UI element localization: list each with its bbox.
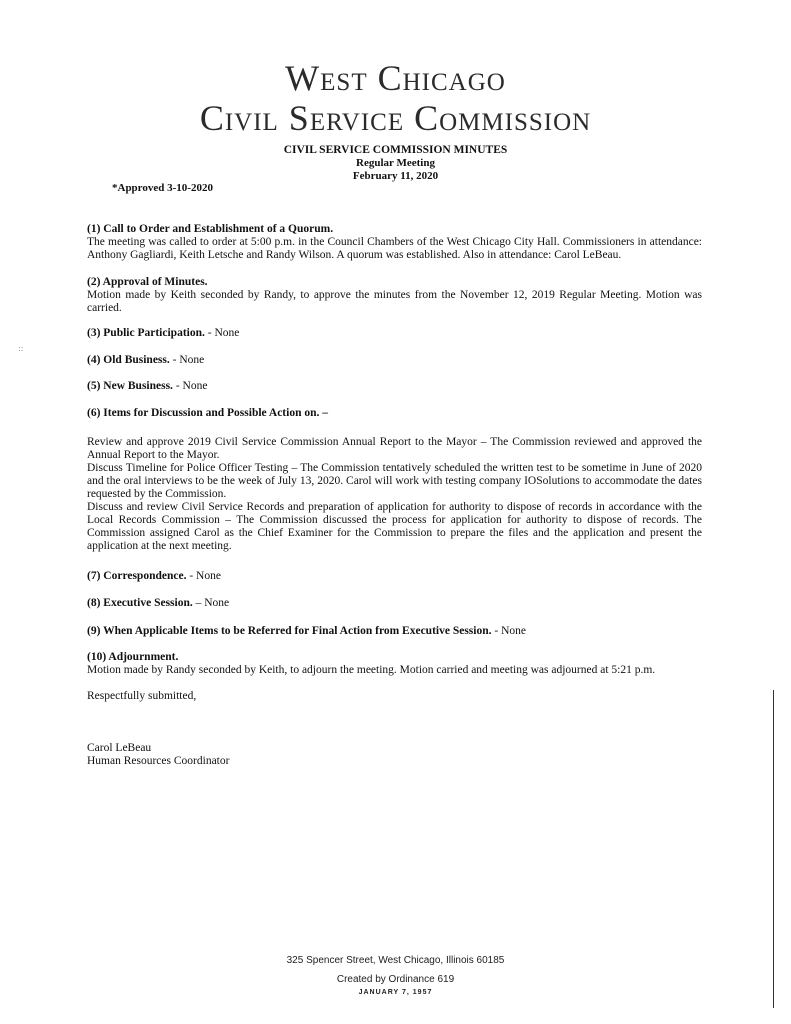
- signature-name: Carol LeBeau: [87, 742, 152, 754]
- section-heading: (2) Approval of Minutes.: [87, 276, 208, 288]
- section-referred-items: [87, 625, 702, 638]
- section-suffix: - None: [169, 354, 205, 366]
- section-heading: (4) Old Business.: [87, 354, 170, 366]
- section-adjournment: [87, 651, 702, 677]
- section-call-to-order: [87, 223, 702, 262]
- closing-text: Respectfully submitted,: [87, 690, 197, 702]
- section-suffix: - None: [172, 380, 208, 392]
- section-heading: (7) Correspondence.: [87, 570, 187, 582]
- section-heading: (3) Public Participation.: [87, 327, 205, 339]
- footer-ordinance-date: JANUARY 7, 1957: [358, 989, 433, 996]
- header-line-1: West Chicago: [285, 58, 506, 98]
- section-heading: (5) New Business.: [87, 380, 173, 392]
- footer-address: 325 Spencer Street, West Chicago, Illinois 60185: [286, 955, 505, 966]
- meeting-date: February 11, 2020: [352, 170, 439, 182]
- section-text: Motion made by Randy seconded by Keith, to adjourn the meeting. Motion carried and meeting was adjourned at 5:21 p.m.: [87, 664, 656, 676]
- section-heading: (1) Call to Order and Establishment of a Quorum.: [87, 223, 334, 235]
- meeting-type: Regular Meeting: [356, 157, 435, 169]
- section-text: The meeting was called to order at 5:00 p.m. in the Council Chambers of the West Chicago City Hall. Commissioners in attendance: Anthony Gagliardi, Keith Letsche and Randy Wilson. A quorum was established. Also in attendance: Carol LeBeau.: [87, 236, 702, 261]
- section-suffix: - None: [204, 327, 240, 339]
- section-suffix: – None: [192, 597, 230, 609]
- approved-note: *Approved 3-10-2020: [112, 182, 213, 194]
- section-heading: (10) Adjournment.: [87, 651, 179, 663]
- section-approval-of-minutes: [87, 276, 702, 315]
- minutes-title: CIVIL SERVICE COMMISSION MINUTES: [283, 144, 508, 156]
- section-heading: (6) Items for Discussion and Possible Action on. –: [87, 407, 328, 419]
- section-suffix: - None: [186, 570, 221, 582]
- section-items-for-discussion-body: [87, 436, 702, 553]
- section-text: Motion made by Keith seconded by Randy, to approve the minutes from the November 12, 2019 Regular Meeting. Motion was carried.: [87, 289, 702, 314]
- section-public-participation: [87, 327, 702, 340]
- signature-title: Human Resources Coordinator: [87, 755, 230, 767]
- margin-mark: ::: [18, 344, 24, 353]
- section-heading: (8) Executive Session.: [87, 597, 193, 609]
- section-items-for-discussion: [87, 407, 702, 420]
- discussion-paragraph: Discuss and review Civil Service Records and preparation of application for authority to dispose of records in accordance with the Local Records Commission – The Commission discussed the process for application for authority to dispose of records. The Commission assigned Carol as the Chief Examiner for the Commission to prepare the files and the application and present the application at the next meeting.: [87, 501, 702, 552]
- section-correspondence: [87, 570, 702, 583]
- section-heading: (9) When Applicable Items to be Referred for Final Action from Executive Session.: [87, 625, 492, 637]
- closing-line: [87, 690, 702, 703]
- header-line-2: Civil Service Commission: [199, 98, 592, 138]
- section-suffix: - None: [491, 625, 526, 637]
- discussion-paragraph: Discuss Timeline for Police Officer Testing – The Commission tentatively scheduled the written test to be sometime in June of 2020 and the oral interviews to be the week of July 13, 2020. Carol will work with testing company IOSolutions to accommodate the dates requested by the Commission.: [87, 462, 702, 500]
- footer-ordinance: Created by Ordinance 619: [336, 974, 455, 985]
- section-new-business: [87, 380, 702, 393]
- discussion-paragraph: Review and approve 2019 Civil Service Commission Annual Report to the Mayor – The Commission reviewed and approved the Annual Report to the Mayor.: [87, 436, 702, 461]
- scan-edge-line: [773, 690, 774, 1008]
- signature-block: [87, 742, 702, 768]
- section-old-business: [87, 354, 702, 367]
- section-executive-session: [87, 597, 702, 610]
